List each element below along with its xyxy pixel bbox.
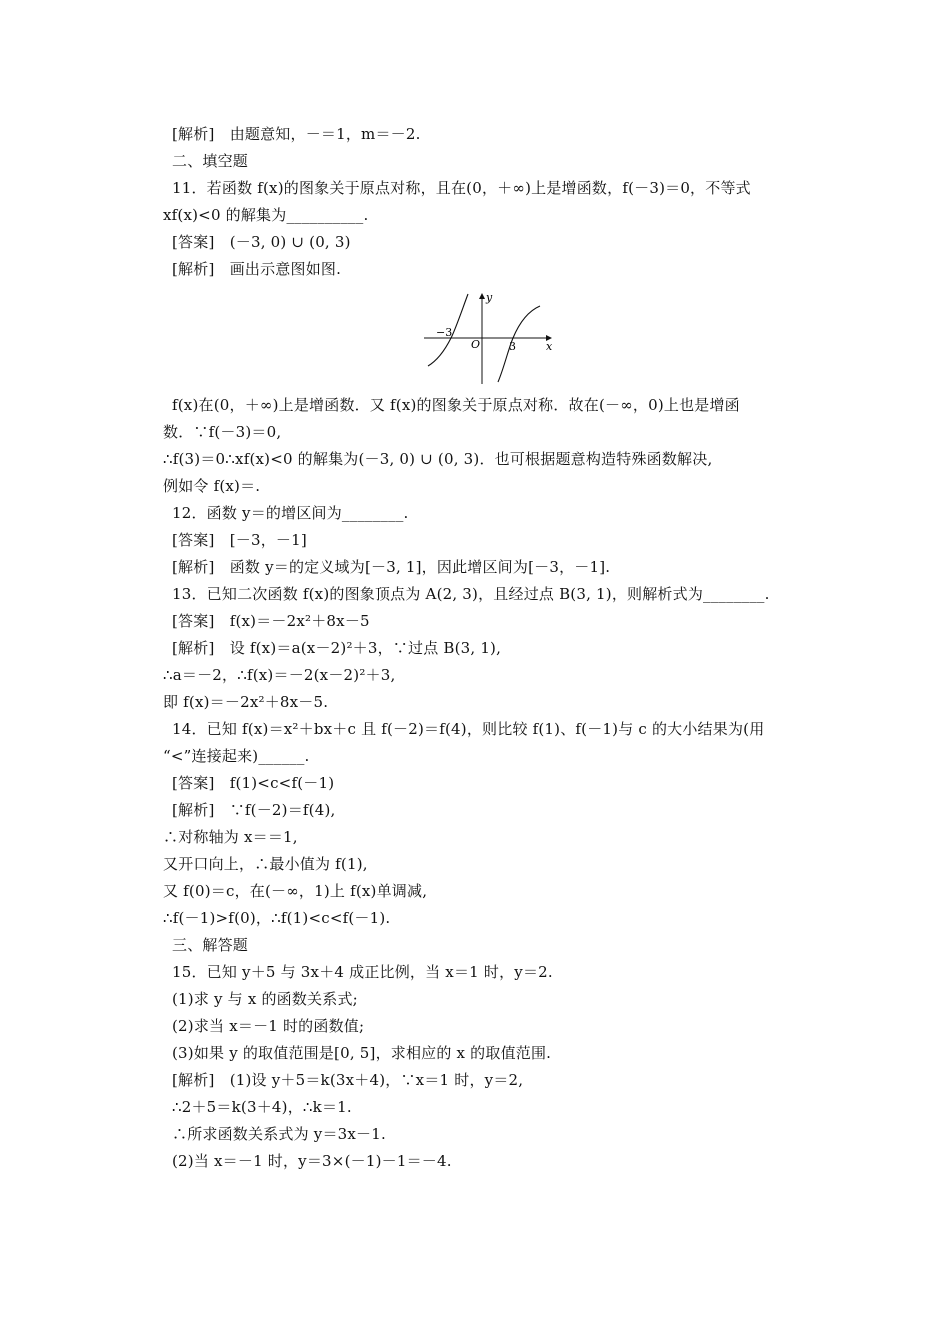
tick-label-neg3: −3 <box>436 326 453 339</box>
analysis-13-line1: [解析] 设 f(x)＝a(x－2)²＋3，∵过点 B(3, 1), <box>172 639 502 657</box>
analysis-q10: [解析] 由题意知，－＝1，m＝－2. <box>172 125 421 143</box>
analysis-11-line4: 例如令 f(x)＝. <box>163 477 261 495</box>
tick-label-pos3: 3 <box>509 340 516 353</box>
section-fill-in-heading: 二、填空题 <box>172 152 249 170</box>
analysis-15-line4: (2)当 x＝－1 时，y＝3×(－1)－1＝－4. <box>172 1152 452 1170</box>
x-axis-label: x <box>546 340 553 353</box>
analysis-15-line2: ∴2＋5＝k(3＋4)，∴k＝1. <box>172 1098 352 1116</box>
analysis-11-intro: [解析] 画出示意图如图. <box>172 260 342 278</box>
analysis-14-line3: 又开口向上，∴最小值为 f(1), <box>163 855 368 873</box>
analysis-15-line1: [解析] (1)设 y＋5＝k(3x＋4)，∵x＝1 时，y＝2, <box>172 1071 524 1089</box>
question-15: 15．已知 y＋5 与 3x＋4 成正比例，当 x＝1 时，y＝2. <box>172 963 553 981</box>
analysis-11-line1: f(x)在(0，＋∞)上是增函数．又 f(x)的图象关于原点对称．故在(－∞，0)上也是增函 <box>172 396 740 414</box>
question-12: 12．函数 y＝的增区间为________. <box>172 504 409 522</box>
answer-13: [答案] f(x)＝－2x²＋8x－5 <box>172 612 370 630</box>
analysis-15-line3: ∴所求函数关系式为 y＝3x－1. <box>172 1125 386 1143</box>
section-answer-heading: 三、解答题 <box>172 936 249 954</box>
question-13: 13．已知二次函数 f(x)的图象顶点为 A(2, 3)，且经过点 B(3, 1)，则解析式为________. <box>172 585 770 603</box>
analysis-13-line3: 即 f(x)＝－2x²＋8x－5. <box>163 693 329 711</box>
analysis-14-line1: [解析] ∵f(－2)＝f(4), <box>172 801 336 819</box>
question-15-part2: (2)求当 x＝－1 时的函数值; <box>172 1017 365 1035</box>
analysis-14-line2: ∴对称轴为 x＝＝1, <box>163 828 298 846</box>
answer-14: [答案] f(1)<c<f(－1) <box>172 774 335 792</box>
question-14-line1: 14．已知 f(x)＝x²＋bx＋c 且 f(－2)＝f(4)，则比较 f(1)、f(－1)与 c 的大小结果为(用 <box>172 720 765 738</box>
curve-right-branch <box>498 306 540 382</box>
question-11-line1: 11．若函数 f(x)的图象关于原点对称，且在(0，＋∞)上是增函数，f(－3)＝0，不等式 <box>172 179 751 197</box>
question-15-part1: (1)求 y 与 x 的函数关系式; <box>172 990 358 1008</box>
y-axis-label: y <box>486 291 493 304</box>
analysis-14-line5: ∴f(－1)>f(0)，∴f(1)<c<f(－1). <box>163 909 391 927</box>
analysis-14-line4: 又 f(0)＝c，在(－∞，1)上 f(x)单调减, <box>163 882 428 900</box>
analysis-11-line2: 数．∵f(－3)＝0, <box>163 423 282 441</box>
origin-label: O <box>471 338 481 351</box>
answer-12: [答案] [－3，－1] <box>172 531 307 549</box>
analysis-12: [解析] 函数 y＝的定义域为[－3, 1]，因此增区间为[－3，－1]. <box>172 558 611 576</box>
sketch-svg <box>418 288 558 386</box>
analysis-13-line2: ∴a＝－2，∴f(x)＝－2(x－2)²＋3, <box>163 666 396 684</box>
question-15-part3: (3)如果 y 的取值范围是[0, 5]，求相应的 x 的取值范围. <box>172 1044 552 1062</box>
analysis-11-line3: ∴f(3)＝0∴xf(x)<0 的解集为(－3, 0) ∪ (0, 3)．也可根据题意构造特殊函数解决, <box>163 450 713 468</box>
answer-11: [答案] (－3, 0) ∪ (0, 3) <box>172 233 351 251</box>
odd-function-sketch <box>418 288 558 386</box>
question-14-line2: “<”连接起来)______. <box>163 747 310 765</box>
question-11-line2: xf(x)<0 的解集为__________. <box>163 206 369 224</box>
